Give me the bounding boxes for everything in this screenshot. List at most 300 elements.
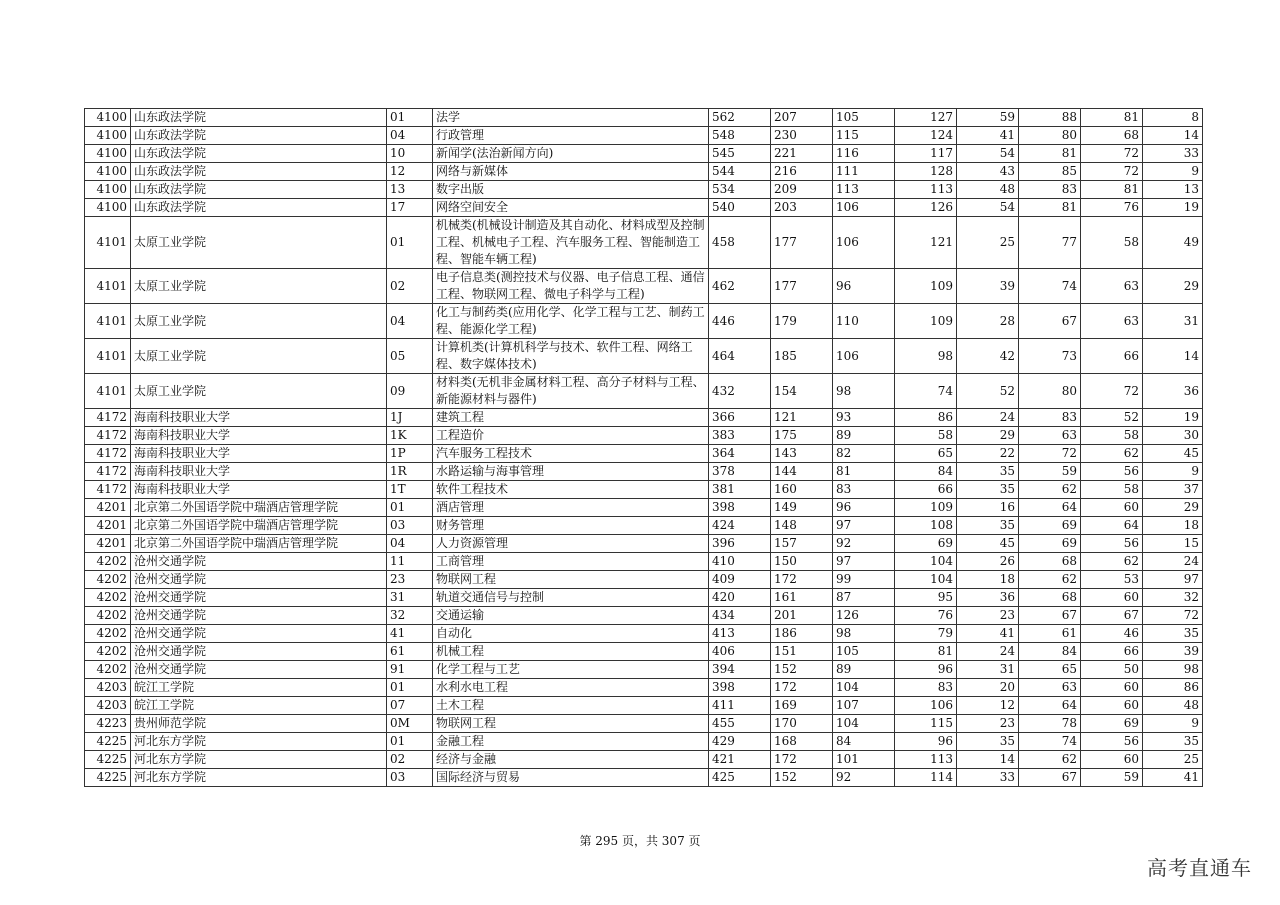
- score-cell: 35: [957, 733, 1019, 751]
- score-cell: 85: [1019, 163, 1081, 181]
- score-cell: 18: [957, 571, 1019, 589]
- major-name-cell: 电子信息类(测控技术与仪器、电子信息工程、通信工程、物联网工程、微电子科学与工程): [433, 269, 709, 304]
- score-cell: 95: [895, 589, 957, 607]
- major-name-cell: 物联网工程: [433, 571, 709, 589]
- table-row: [85, 589, 1203, 607]
- school-name-cell: 沧州交通学院: [131, 661, 387, 679]
- score-cell: 117: [895, 145, 957, 163]
- school-code-cell: 4202: [85, 607, 131, 625]
- score-cell: 49: [1143, 217, 1203, 269]
- table-row: [85, 145, 1203, 163]
- score-cell: 78: [1019, 715, 1081, 733]
- major-code-cell: 01: [387, 217, 433, 269]
- score-cell: 60: [1081, 679, 1143, 697]
- score-cell: 81: [1081, 109, 1143, 127]
- major-name-cell: 财务管理: [433, 517, 709, 535]
- school-code-cell: 4172: [85, 463, 131, 481]
- score-cell: 160: [771, 481, 833, 499]
- major-name-cell: 酒店管理: [433, 499, 709, 517]
- score-cell: 14: [1143, 127, 1203, 145]
- score-cell: 36: [957, 589, 1019, 607]
- school-code-cell: 4100: [85, 145, 131, 163]
- score-cell: 81: [833, 463, 895, 481]
- score-cell: 86: [895, 409, 957, 427]
- score-cell: 201: [771, 607, 833, 625]
- score-cell: 50: [1081, 661, 1143, 679]
- school-name-cell: 山东政法学院: [131, 109, 387, 127]
- school-name-cell: 山东政法学院: [131, 181, 387, 199]
- school-name-cell: 山东政法学院: [131, 199, 387, 217]
- score-cell: 221: [771, 145, 833, 163]
- table-row: [85, 571, 1203, 589]
- score-cell: 121: [895, 217, 957, 269]
- score-cell: 64: [1081, 517, 1143, 535]
- score-cell: 41: [957, 625, 1019, 643]
- major-code-cell: 05: [387, 339, 433, 374]
- score-cell: 548: [709, 127, 771, 145]
- school-name-cell: 海南科技职业大学: [131, 463, 387, 481]
- major-name-cell: 网络空间安全: [433, 199, 709, 217]
- score-cell: 24: [957, 409, 1019, 427]
- score-cell: 424: [709, 517, 771, 535]
- major-name-cell: 水利水电工程: [433, 679, 709, 697]
- score-cell: 65: [1019, 661, 1081, 679]
- table-row: [85, 697, 1203, 715]
- score-cell: 99: [833, 571, 895, 589]
- score-cell: 35: [957, 517, 1019, 535]
- score-cell: 80: [1019, 374, 1081, 409]
- score-cell: 67: [1019, 607, 1081, 625]
- score-cell: 115: [895, 715, 957, 733]
- school-code-cell: 4100: [85, 181, 131, 199]
- school-code-cell: 4172: [85, 481, 131, 499]
- score-cell: 96: [833, 269, 895, 304]
- score-cell: 35: [1143, 733, 1203, 751]
- score-cell: 177: [771, 217, 833, 269]
- major-code-cell: 17: [387, 199, 433, 217]
- school-code-cell: 4202: [85, 553, 131, 571]
- school-code-cell: 4201: [85, 499, 131, 517]
- score-cell: 96: [895, 733, 957, 751]
- major-code-cell: 10: [387, 145, 433, 163]
- table-row: [85, 409, 1203, 427]
- score-cell: 97: [833, 517, 895, 535]
- score-cell: 19: [1143, 199, 1203, 217]
- score-cell: 81: [1019, 199, 1081, 217]
- major-name-cell: 汽车服务工程技术: [433, 445, 709, 463]
- table-row: [85, 769, 1203, 787]
- table-row: [85, 481, 1203, 499]
- table-row: [85, 269, 1203, 304]
- score-cell: 97: [833, 553, 895, 571]
- score-cell: 31: [957, 661, 1019, 679]
- score-cell: 124: [895, 127, 957, 145]
- score-cell: 92: [833, 535, 895, 553]
- score-cell: 65: [895, 445, 957, 463]
- score-cell: 410: [709, 553, 771, 571]
- major-name-cell: 物联网工程: [433, 715, 709, 733]
- score-cell: 151: [771, 643, 833, 661]
- school-name-cell: 海南科技职业大学: [131, 427, 387, 445]
- score-cell: 409: [709, 571, 771, 589]
- school-name-cell: 太原工业学院: [131, 217, 387, 269]
- score-cell: 41: [1143, 769, 1203, 787]
- score-cell: 69: [1081, 715, 1143, 733]
- score-cell: 106: [895, 697, 957, 715]
- score-cell: 101: [833, 751, 895, 769]
- major-code-cell: 04: [387, 535, 433, 553]
- score-cell: 74: [1019, 269, 1081, 304]
- school-code-cell: 4100: [85, 109, 131, 127]
- score-cell: 545: [709, 145, 771, 163]
- score-cell: 143: [771, 445, 833, 463]
- school-code-cell: 4225: [85, 751, 131, 769]
- major-name-cell: 水路运输与海事管理: [433, 463, 709, 481]
- score-cell: 83: [895, 679, 957, 697]
- score-cell: 39: [957, 269, 1019, 304]
- school-name-cell: 海南科技职业大学: [131, 445, 387, 463]
- score-cell: 230: [771, 127, 833, 145]
- score-cell: 63: [1081, 304, 1143, 339]
- score-cell: 80: [1019, 127, 1081, 145]
- watermark-logo-text: 高考直通车: [1147, 856, 1252, 880]
- table-row: [85, 517, 1203, 535]
- score-cell: 534: [709, 181, 771, 199]
- score-cell: 88: [1019, 109, 1081, 127]
- major-code-cell: 01: [387, 499, 433, 517]
- score-cell: 207: [771, 109, 833, 127]
- score-cell: 59: [957, 109, 1019, 127]
- score-cell: 383: [709, 427, 771, 445]
- score-cell: 62: [1081, 445, 1143, 463]
- score-cell: 378: [709, 463, 771, 481]
- score-cell: 92: [833, 769, 895, 787]
- school-code-cell: 4203: [85, 697, 131, 715]
- score-cell: 148: [771, 517, 833, 535]
- score-cell: 209: [771, 181, 833, 199]
- table-row: [85, 304, 1203, 339]
- score-cell: 30: [1143, 427, 1203, 445]
- school-code-cell: 4202: [85, 589, 131, 607]
- score-cell: 24: [957, 643, 1019, 661]
- score-cell: 59: [1081, 769, 1143, 787]
- score-cell: 154: [771, 374, 833, 409]
- major-code-cell: 1J: [387, 409, 433, 427]
- score-cell: 98: [895, 339, 957, 374]
- score-cell: 83: [833, 481, 895, 499]
- school-name-cell: 沧州交通学院: [131, 625, 387, 643]
- score-cell: 45: [1143, 445, 1203, 463]
- score-cell: 28: [957, 304, 1019, 339]
- score-cell: 152: [771, 661, 833, 679]
- school-code-cell: 4202: [85, 643, 131, 661]
- score-cell: 421: [709, 751, 771, 769]
- score-cell: 60: [1081, 499, 1143, 517]
- score-cell: 177: [771, 269, 833, 304]
- major-name-cell: 经济与金融: [433, 751, 709, 769]
- major-code-cell: 31: [387, 589, 433, 607]
- school-name-cell: 北京第二外国语学院中瑞酒店管理学院: [131, 499, 387, 517]
- score-cell: 111: [833, 163, 895, 181]
- score-cell: 150: [771, 553, 833, 571]
- major-name-cell: 行政管理: [433, 127, 709, 145]
- major-name-cell: 金融工程: [433, 733, 709, 751]
- score-cell: 87: [833, 589, 895, 607]
- major-name-cell: 自动化: [433, 625, 709, 643]
- score-cell: 106: [833, 217, 895, 269]
- score-cell: 76: [895, 607, 957, 625]
- score-cell: 104: [833, 715, 895, 733]
- score-cell: 83: [1019, 409, 1081, 427]
- major-code-cell: 02: [387, 269, 433, 304]
- school-code-cell: 4100: [85, 163, 131, 181]
- score-cell: 366: [709, 409, 771, 427]
- major-code-cell: 1P: [387, 445, 433, 463]
- score-cell: 185: [771, 339, 833, 374]
- score-cell: 29: [1143, 269, 1203, 304]
- score-cell: 420: [709, 589, 771, 607]
- score-cell: 66: [1081, 339, 1143, 374]
- score-cell: 53: [1081, 571, 1143, 589]
- table-row: [85, 109, 1203, 127]
- school-name-cell: 太原工业学院: [131, 339, 387, 374]
- score-cell: 39: [1143, 643, 1203, 661]
- school-code-cell: 4101: [85, 339, 131, 374]
- table-row: [85, 607, 1203, 625]
- score-cell: 96: [833, 499, 895, 517]
- score-cell: 35: [957, 463, 1019, 481]
- score-cell: 84: [1019, 643, 1081, 661]
- major-code-cell: 01: [387, 679, 433, 697]
- score-cell: 89: [833, 427, 895, 445]
- score-cell: 81: [1019, 145, 1081, 163]
- score-cell: 203: [771, 199, 833, 217]
- score-cell: 113: [895, 751, 957, 769]
- score-cell: 462: [709, 269, 771, 304]
- school-code-cell: 4225: [85, 733, 131, 751]
- score-cell: 20: [957, 679, 1019, 697]
- score-cell: 69: [1019, 517, 1081, 535]
- school-code-cell: 4101: [85, 374, 131, 409]
- score-cell: 14: [1143, 339, 1203, 374]
- school-name-cell: 山东政法学院: [131, 145, 387, 163]
- score-cell: 127: [895, 109, 957, 127]
- major-name-cell: 计算机类(计算机科学与技术、软件工程、网络工程、数字媒体技术): [433, 339, 709, 374]
- school-name-cell: 海南科技职业大学: [131, 481, 387, 499]
- score-cell: 73: [1019, 339, 1081, 374]
- score-cell: 411: [709, 697, 771, 715]
- school-name-cell: 河北东方学院: [131, 769, 387, 787]
- score-cell: 161: [771, 589, 833, 607]
- score-cell: 394: [709, 661, 771, 679]
- school-code-cell: 4101: [85, 304, 131, 339]
- score-cell: 16: [957, 499, 1019, 517]
- score-cell: 25: [957, 217, 1019, 269]
- score-cell: 58: [1081, 481, 1143, 499]
- score-cell: 113: [833, 181, 895, 199]
- score-cell: 52: [957, 374, 1019, 409]
- score-cell: 98: [1143, 661, 1203, 679]
- major-name-cell: 网络与新媒体: [433, 163, 709, 181]
- score-cell: 36: [1143, 374, 1203, 409]
- score-cell: 72: [1081, 163, 1143, 181]
- table-row: [85, 661, 1203, 679]
- score-cell: 110: [833, 304, 895, 339]
- score-cell: 74: [1019, 733, 1081, 751]
- school-name-cell: 山东政法学院: [131, 127, 387, 145]
- table-row: [85, 163, 1203, 181]
- score-cell: 24: [1143, 553, 1203, 571]
- score-cell: 109: [895, 304, 957, 339]
- score-cell: 108: [895, 517, 957, 535]
- school-code-cell: 4172: [85, 427, 131, 445]
- school-name-cell: 山东政法学院: [131, 163, 387, 181]
- score-cell: 169: [771, 697, 833, 715]
- score-cell: 86: [1143, 679, 1203, 697]
- school-name-cell: 太原工业学院: [131, 304, 387, 339]
- major-name-cell: 建筑工程: [433, 409, 709, 427]
- score-cell: 23: [957, 715, 1019, 733]
- score-cell: 59: [1019, 463, 1081, 481]
- score-cell: 398: [709, 679, 771, 697]
- score-cell: 18: [1143, 517, 1203, 535]
- table-row: [85, 127, 1203, 145]
- score-cell: 33: [1143, 145, 1203, 163]
- score-cell: 48: [1143, 697, 1203, 715]
- score-cell: 29: [957, 427, 1019, 445]
- school-name-cell: 沧州交通学院: [131, 643, 387, 661]
- major-code-cell: 61: [387, 643, 433, 661]
- table-row: [85, 181, 1203, 199]
- score-cell: 63: [1019, 679, 1081, 697]
- major-code-cell: 03: [387, 517, 433, 535]
- major-code-cell: 04: [387, 304, 433, 339]
- score-cell: 72: [1081, 374, 1143, 409]
- score-cell: 76: [1081, 199, 1143, 217]
- school-code-cell: 4101: [85, 269, 131, 304]
- school-code-cell: 4225: [85, 769, 131, 787]
- score-cell: 144: [771, 463, 833, 481]
- score-cell: 46: [1081, 625, 1143, 643]
- score-cell: 62: [1019, 571, 1081, 589]
- score-cell: 58: [895, 427, 957, 445]
- table-row: [85, 679, 1203, 697]
- major-name-cell: 法学: [433, 109, 709, 127]
- score-cell: 64: [1019, 697, 1081, 715]
- score-cell: 52: [1081, 409, 1143, 427]
- major-name-cell: 土木工程: [433, 697, 709, 715]
- score-cell: 72: [1143, 607, 1203, 625]
- score-cell: 68: [1019, 553, 1081, 571]
- school-name-cell: 河北东方学院: [131, 733, 387, 751]
- score-cell: 66: [1081, 643, 1143, 661]
- school-name-cell: 海南科技职业大学: [131, 409, 387, 427]
- score-cell: 464: [709, 339, 771, 374]
- score-cell: 168: [771, 733, 833, 751]
- score-cell: 82: [833, 445, 895, 463]
- major-code-cell: 13: [387, 181, 433, 199]
- score-cell: 45: [957, 535, 1019, 553]
- major-name-cell: 机械工程: [433, 643, 709, 661]
- score-cell: 26: [957, 553, 1019, 571]
- score-cell: 56: [1081, 463, 1143, 481]
- major-code-cell: 07: [387, 697, 433, 715]
- table-row: [85, 625, 1203, 643]
- score-cell: 56: [1081, 535, 1143, 553]
- score-cell: 15: [1143, 535, 1203, 553]
- score-cell: 114: [895, 769, 957, 787]
- score-cell: 25: [1143, 751, 1203, 769]
- table-row: [85, 199, 1203, 217]
- school-code-cell: 4172: [85, 409, 131, 427]
- score-cell: 23: [957, 607, 1019, 625]
- score-cell: 126: [895, 199, 957, 217]
- major-name-cell: 材料类(无机非金属材料工程、高分子材料与工程、新能源材料与器件): [433, 374, 709, 409]
- major-name-cell: 轨道交通信号与控制: [433, 589, 709, 607]
- score-cell: 67: [1019, 304, 1081, 339]
- major-code-cell: 41: [387, 625, 433, 643]
- school-code-cell: 4100: [85, 127, 131, 145]
- score-cell: 32: [1143, 589, 1203, 607]
- score-cell: 35: [957, 481, 1019, 499]
- score-cell: 97: [1143, 571, 1203, 589]
- school-name-cell: 太原工业学院: [131, 374, 387, 409]
- school-code-cell: 4202: [85, 625, 131, 643]
- score-cell: 104: [895, 553, 957, 571]
- score-cell: 121: [771, 409, 833, 427]
- score-cell: 364: [709, 445, 771, 463]
- major-code-cell: 02: [387, 751, 433, 769]
- score-cell: 67: [1019, 769, 1081, 787]
- score-cell: 446: [709, 304, 771, 339]
- score-cell: 81: [895, 643, 957, 661]
- score-cell: 172: [771, 751, 833, 769]
- major-name-cell: 工程造价: [433, 427, 709, 445]
- score-cell: 14: [957, 751, 1019, 769]
- score-cell: 396: [709, 535, 771, 553]
- score-cell: 63: [1019, 427, 1081, 445]
- score-cell: 93: [833, 409, 895, 427]
- score-cell: 113: [895, 181, 957, 199]
- score-cell: 79: [895, 625, 957, 643]
- school-name-cell: 沧州交通学院: [131, 571, 387, 589]
- score-cell: 60: [1081, 751, 1143, 769]
- table-row: [85, 715, 1203, 733]
- school-name-cell: 太原工业学院: [131, 269, 387, 304]
- score-cell: 33: [957, 769, 1019, 787]
- school-code-cell: 4203: [85, 679, 131, 697]
- score-cell: 126: [833, 607, 895, 625]
- score-cell: 69: [1019, 535, 1081, 553]
- school-name-cell: 皖江工学院: [131, 679, 387, 697]
- school-code-cell: 4202: [85, 571, 131, 589]
- score-cell: 43: [957, 163, 1019, 181]
- score-cell: 434: [709, 607, 771, 625]
- score-cell: 9: [1143, 463, 1203, 481]
- score-cell: 19: [1143, 409, 1203, 427]
- score-cell: 413: [709, 625, 771, 643]
- school-name-cell: 河北东方学院: [131, 751, 387, 769]
- major-name-cell: 数字出版: [433, 181, 709, 199]
- score-cell: 179: [771, 304, 833, 339]
- score-cell: 62: [1019, 751, 1081, 769]
- score-cell: 72: [1081, 145, 1143, 163]
- score-cell: 106: [833, 339, 895, 374]
- score-cell: 69: [895, 535, 957, 553]
- score-cell: 105: [833, 643, 895, 661]
- major-name-cell: 新闻学(法治新闻方向): [433, 145, 709, 163]
- admission-score-table: [84, 108, 1203, 787]
